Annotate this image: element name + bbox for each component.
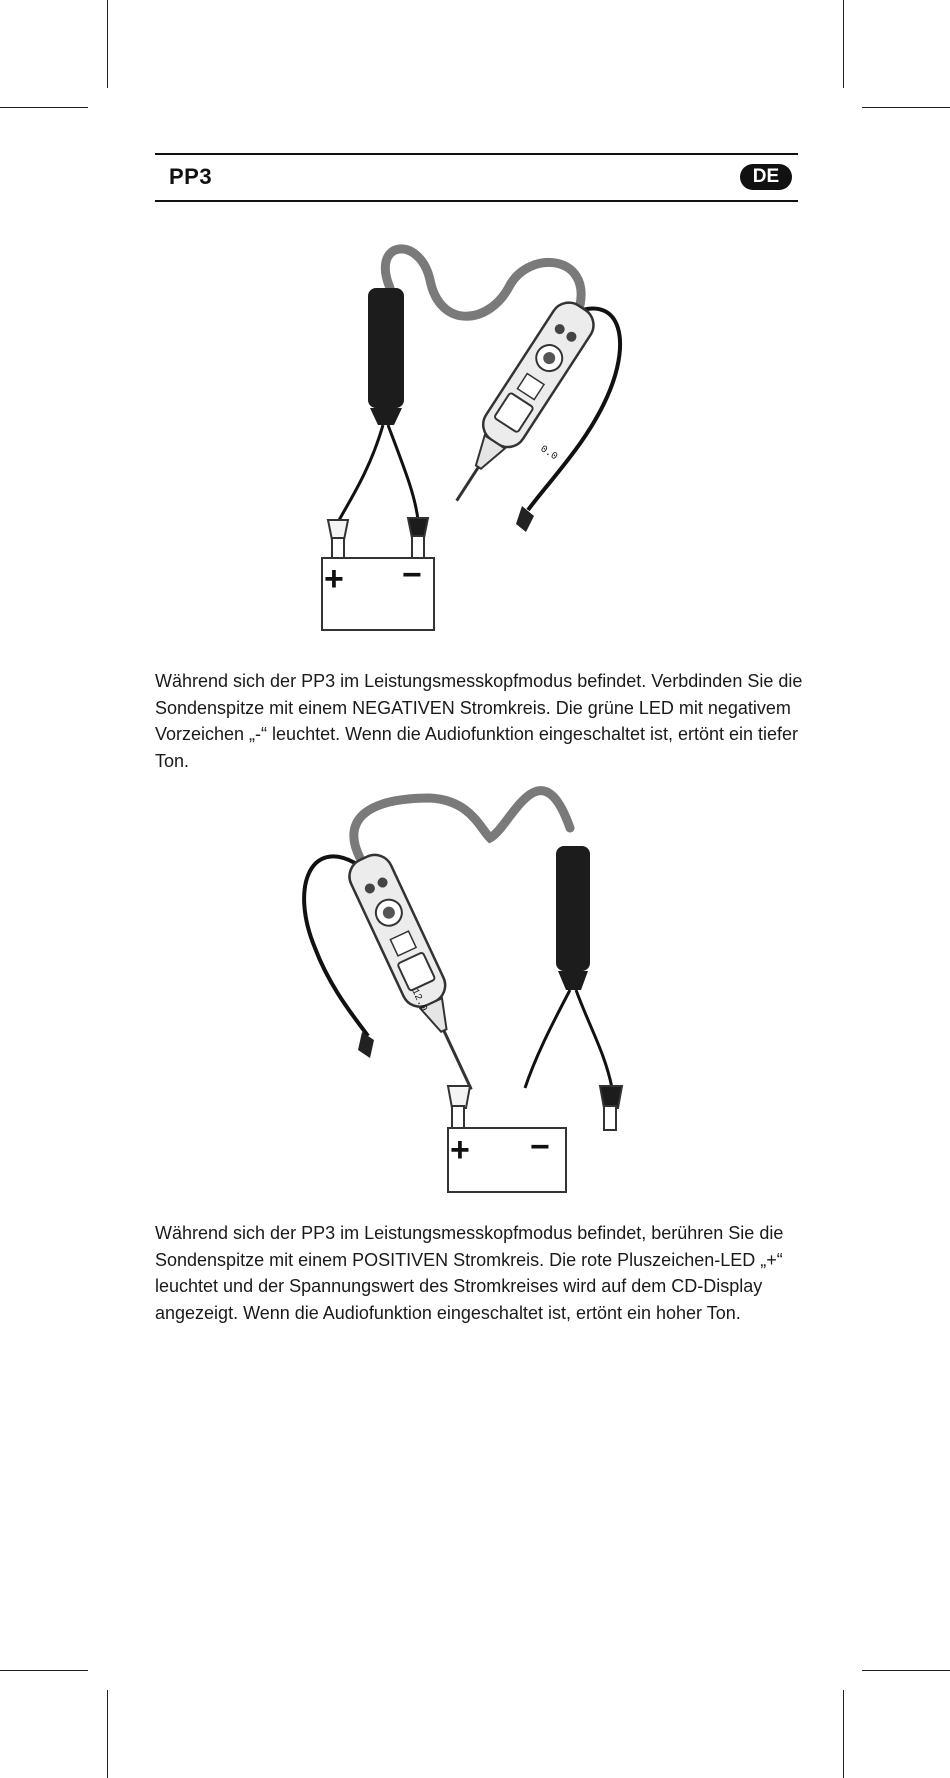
battery-plus-sign: + [450, 1131, 470, 1169]
crop-mark-bottom-right-horizontal [862, 1670, 950, 1671]
probe-display-value: 12.0 [408, 987, 429, 1014]
page-header [155, 153, 798, 202]
power-probe [438, 296, 600, 513]
ground-lead-tip [358, 1032, 374, 1058]
crop-mark-bottom-left-horizontal [0, 1670, 88, 1671]
crop-mark-top-right-horizontal [862, 107, 950, 108]
figure-negative-circuit [290, 240, 650, 645]
crop-mark-bottom-left-vertical [107, 1690, 108, 1778]
language-badge: DE [740, 164, 792, 190]
power-connector [368, 288, 404, 408]
crop-mark-top-left-vertical [107, 0, 108, 88]
crop-mark-bottom-right-vertical [843, 1690, 844, 1778]
lead-positive [525, 990, 570, 1088]
paragraph-negative-circuit: Während sich der PP3 im Leistungsmesskopfmodus befindet. Verbdinden Sie die Sondenspitze mit einem NEGATIVEN Stromkreis. Die grüne LED mit negativem Vorzeichen „-“ leuchtet. Wenn die Audiofunktion eingeschaltet ist, ertönt ein tiefer Ton. [155, 671, 803, 771]
figure-positive-circuit [300, 768, 660, 1198]
probe-display-value: 0.0 [537, 444, 559, 464]
clamp-positive [448, 1086, 470, 1130]
clamp-positive [328, 520, 348, 560]
lead-positive [338, 425, 383, 522]
ground-lead-tip [516, 506, 534, 532]
power-connector [556, 846, 590, 971]
power-probe [344, 849, 492, 1099]
battery-plus-sign: + [324, 560, 344, 598]
power-cable [354, 791, 570, 858]
crop-mark-top-right-vertical [843, 0, 844, 88]
battery-minus-sign: − [402, 556, 422, 594]
paragraph-positive-circuit: Während sich der PP3 im Leistungsmesskopfmodus befindet, berühren Sie die Sondenspitze mit einem POSITIVEN Stromkreis. Die rote Pluszeichen-LED „+“ leuchtet und der Spannungswert des Stromkreises wird auf dem CD-Display angezeigt. Wenn die Audiofunktion eingeschaltet ist, ertönt ein hoher Ton. [155, 1223, 784, 1323]
page-title: PP3 [169, 164, 213, 189]
lead-negative [576, 990, 612, 1088]
clamp-negative [600, 1086, 622, 1130]
battery-minus-sign: − [530, 1128, 550, 1166]
crop-mark-top-left-horizontal [0, 107, 88, 108]
power-cable [385, 249, 581, 316]
clamp-negative [408, 518, 428, 560]
lead-negative [388, 425, 418, 520]
